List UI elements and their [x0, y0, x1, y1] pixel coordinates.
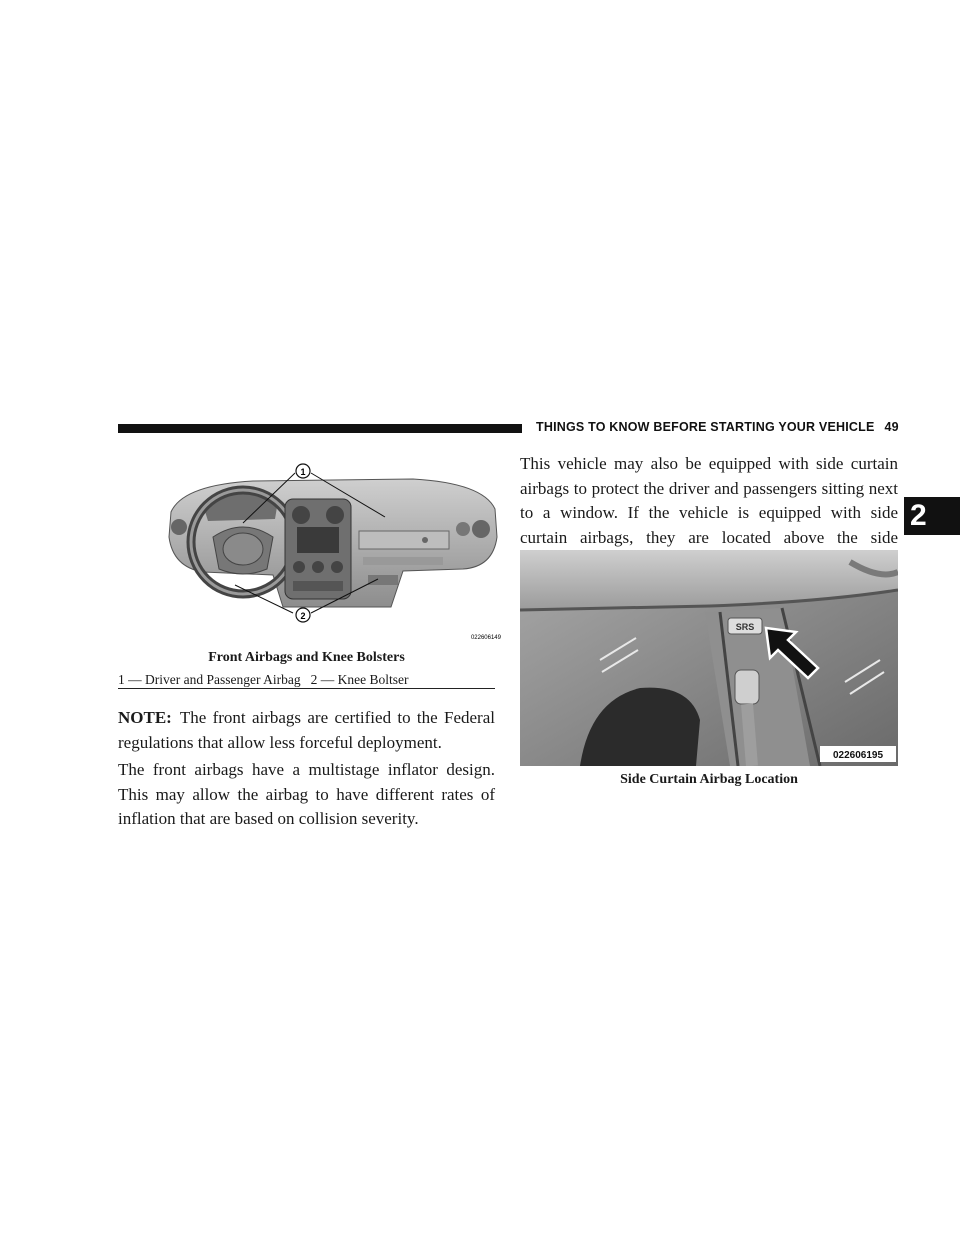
figure2-caption: Side Curtain Airbag Location: [620, 772, 798, 787]
figure1-legend: [118, 672, 495, 688]
note-text: The front airbags are certified to the Federal regulations that allow less forceful deployment.: [118, 708, 495, 752]
section-title: THINGS TO KNOW BEFORE STARTING YOUR VEHICLE: [536, 420, 875, 434]
legend-item-1: 1 — Driver and Passenger Airbag: [118, 672, 301, 687]
figure1-caption: Front Airbags and Knee Bolsters: [208, 650, 405, 665]
figure2-image-code: 022606195: [832, 750, 884, 761]
side-curtain-paragraph: This vehicle may also be equipped with side curtain airbags to protect the driver and passengers sitting next to a window. If the vehicle is equipped with side curtain airbags, they are located above the side: [520, 454, 898, 547]
legend-item-2: 2 — Knee Boltser: [310, 672, 409, 687]
chapter-tab: 2: [904, 497, 960, 535]
note-paragraph: [118, 706, 495, 755]
dashboard-illustration: [163, 457, 503, 642]
side-curtain-photo: [520, 550, 898, 766]
figure1-image-code: 022606149: [470, 635, 501, 641]
multistage-paragraph: The front airbags have a multistage inflator design. This may allow the airbag to have different rates of inflation that are based on collision severity.: [118, 760, 495, 828]
caption-rule: [118, 688, 495, 689]
note-label: NOTE:: [118, 708, 172, 727]
callout-2: 2: [300, 611, 306, 621]
header-rule: [118, 424, 522, 433]
page-number: 49: [884, 420, 899, 434]
srs-badge-text: SRS: [735, 622, 755, 632]
running-header: [536, 420, 899, 434]
callout-1: 1: [300, 467, 306, 477]
